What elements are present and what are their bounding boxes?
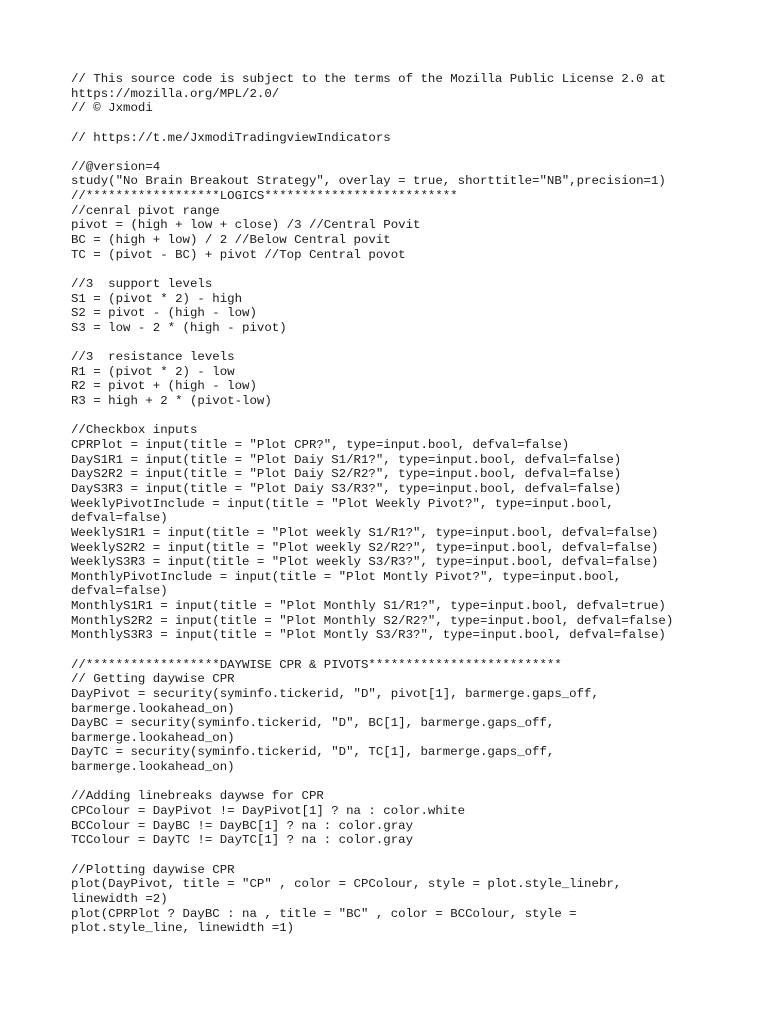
code-line: MonthlyS2R2 = input(title = "Plot Monthly S2/R2?", type=input.bool, defval=false) — [71, 613, 674, 628]
code-line: pivot = (high + low + close) /3 //Central Povit — [71, 218, 421, 233]
code-line: // Getting daywise CPR — [71, 672, 235, 687]
code-line: CPColour = DayPivot != DayPivot[1] ? na : color.white — [71, 804, 466, 819]
code-line: barmerge.lookahead_on) — [71, 760, 235, 775]
code-line: DayS1R1 = input(title = "Plot Daiy S1/R1?", type=input.bool, defval=false) — [71, 452, 622, 467]
blank-line — [71, 409, 761, 424]
code-line: //Plotting daywise CPR — [71, 862, 235, 877]
code-line: WeeklyS1R1 = input(title = "Plot weekly S1/R1?", type=input.bool, defval=false) — [71, 525, 659, 540]
code-line: plot(CPRPlot ? DayBC : na , title = "BC" , color = BCColour, style = — [71, 906, 577, 921]
code-line: WeeklyS3R3 = input(title = "Plot weekly S3/R3?", type=input.bool, defval=false) — [71, 555, 659, 570]
code-line: barmerge.lookahead_on) — [71, 701, 235, 716]
blank-line — [71, 145, 761, 160]
code-line: defval=false) — [71, 511, 168, 526]
code-line: barmerge.lookahead_on) — [71, 730, 235, 745]
code-line: //3 resistance levels — [71, 350, 235, 365]
blank-line — [71, 262, 761, 277]
code-line: DayBC = security(syminfo.tickerid, "D", BC[1], barmerge.gaps_off, — [71, 716, 555, 731]
code-line: //Checkbox inputs — [71, 423, 198, 438]
code-line: R3 = high + 2 * (pivot-low) — [71, 394, 272, 409]
code-line: //******************DAYWISE CPR & PIVOTS************************** — [71, 657, 562, 672]
blank-line — [71, 116, 761, 131]
code-line: S2 = pivot - (high - low) — [71, 306, 257, 321]
code-line: WeeklyPivotInclude = input(title = "Plot Weekly Pivot?", type=input.bool, — [71, 496, 614, 511]
code-line: // This source code is subject to the terms of the Mozilla Public License 2.0 at — [71, 72, 666, 86]
code-line: DayS2R2 = input(title = "Plot Daiy S2/R2?", type=input.bool, defval=false) — [71, 467, 622, 482]
code-line: // https://t.me/JxmodiTradingviewIndicators — [71, 130, 391, 145]
code-line: DayS3R3 = input(title = "Plot Daiy S3/R3?", type=input.bool, defval=false) — [71, 481, 622, 496]
code-line: defval=false) — [71, 584, 168, 599]
code-line: MonthlyPivotInclude = input(title = "Plot Montly Pivot?", type=input.bool, — [71, 569, 622, 584]
code-line: CPRPlot = input(title = "Plot CPR?", type=input.bool, defval=false) — [71, 438, 570, 453]
code-line: S1 = (pivot * 2) - high — [71, 291, 243, 306]
code-line: //Adding linebreaks daywse for CPR — [71, 789, 324, 804]
code-line: BCColour = DayBC != DayBC[1] ? na : color.gray — [71, 818, 414, 833]
code-line: R2 = pivot + (high - low) — [71, 379, 257, 394]
code-line: //3 support levels — [71, 276, 213, 291]
blank-line — [71, 775, 761, 790]
code-line: TCColour = DayTC != DayTC[1] ? na : color.gray — [71, 833, 414, 848]
code-line: // © Jxmodi — [71, 101, 153, 116]
code-line: R1 = (pivot * 2) - low — [71, 364, 235, 379]
blank-line — [71, 848, 761, 863]
code-line: WeeklyS2R2 = input(title = "Plot weekly S2/R2?", type=input.bool, defval=false) — [71, 540, 659, 555]
code-line: //@version=4 — [71, 159, 161, 174]
source-code-block — [71, 72, 761, 936]
code-line: DayTC = security(syminfo.tickerid, "D", TC[1], barmerge.gaps_off, — [71, 745, 555, 760]
code-line: MonthlyS3R3 = input(title = "Plot Montly S3/R3?", type=input.bool, defval=false) — [71, 628, 666, 643]
code-line: DayPivot = security(syminfo.tickerid, "D", pivot[1], barmerge.gaps_off, — [71, 686, 599, 701]
code-line: TC = (pivot - BC) + pivot //Top Central povot — [71, 247, 406, 262]
code-line: //cenral pivot range — [71, 203, 220, 218]
code-line: S3 = low - 2 * (high - pivot) — [71, 320, 287, 335]
code-line: plot.style_line, linewidth =1) — [71, 921, 295, 936]
code-line: plot(DayPivot, title = "CP" , color = CPColour, style = plot.style_linebr, — [71, 877, 622, 892]
code-line: //******************LOGICS************************** — [71, 189, 458, 204]
blank-line — [71, 643, 761, 658]
code-line: linewidth =2) — [71, 891, 168, 906]
code-line: BC = (high + low) / 2 //Below Central povit — [71, 233, 391, 248]
code-line: study("No Brain Breakout Strategy", overlay = true, shorttitle="NB",precision=1) — [71, 174, 666, 189]
blank-line — [71, 336, 761, 351]
code-line: https://mozilla.org/MPL/2.0/ — [71, 86, 280, 101]
code-line: MonthlyS1R1 = input(title = "Plot Monthly S1/R1?", type=input.bool, defval=true) — [71, 599, 666, 614]
